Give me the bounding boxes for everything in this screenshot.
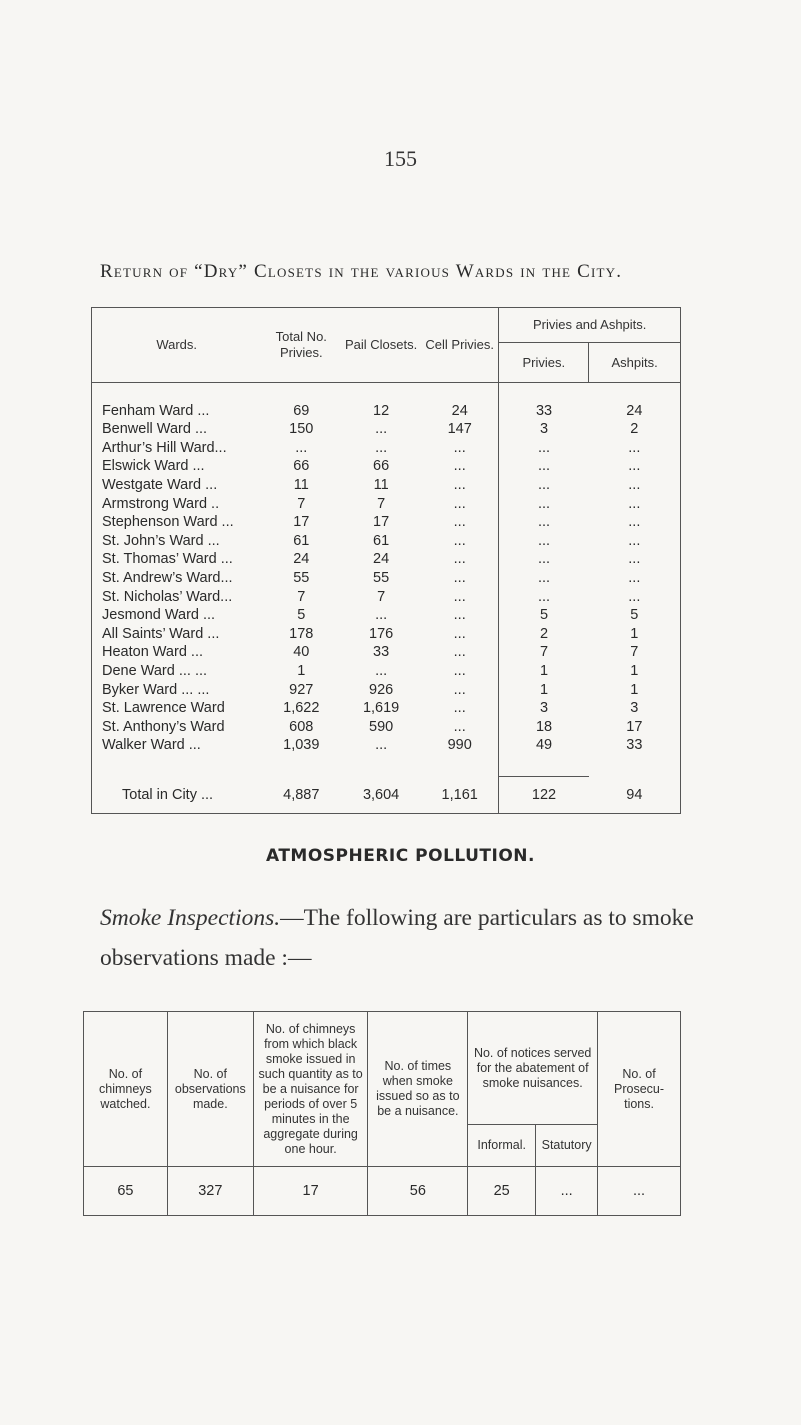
total-cell: 1,161 [421, 777, 499, 814]
total-privies-cell: 66 [293, 458, 310, 475]
dry-closets-table [91, 307, 681, 814]
ashpits-cell: 2 [589, 420, 681, 439]
informal-value: 25 [468, 1167, 536, 1216]
ashpits-cell: ... [589, 495, 681, 514]
table-row [92, 513, 681, 532]
total-privies-cell: 7 [297, 495, 306, 512]
privies-cell: ... [499, 532, 589, 551]
header-informal: Informal. [468, 1125, 536, 1167]
cell-privies-cell: ... [453, 532, 466, 549]
cell-privies-cell: ... [453, 662, 466, 679]
table-row [92, 402, 681, 421]
pail-closets-cell: 66 [373, 458, 390, 475]
table-row [92, 476, 681, 495]
header-black-smoke: No. of chimneys from which black smoke issued in such quantity as to be a nuisance for periods of over 5 minutes in the aggregate during one hour. [253, 1012, 368, 1167]
pail-closets-cell: ... [375, 421, 388, 438]
ward-name: Westgate Ward ... [92, 476, 262, 495]
pail-closets-cell: 33 [373, 644, 390, 661]
total-privies-cell: 5 [297, 607, 306, 624]
header-nuisance-times: No. of times when smoke issued so as to be a nuisance. [368, 1012, 468, 1167]
header-prosecutions: No. of Prosecu- tions. [598, 1012, 681, 1167]
table-row [92, 736, 681, 755]
table-row [92, 569, 681, 588]
pail-closets-cell: ... [375, 607, 388, 624]
total-privies-cell: 7 [297, 588, 306, 605]
cell-privies-cell: 990 [447, 737, 472, 754]
pail-closets-cell: ... [375, 439, 388, 456]
cell-privies-cell: ... [453, 681, 466, 698]
ashpits-cell: ... [589, 457, 681, 476]
privies-cell: 2 [499, 625, 589, 644]
ward-name: Heaton Ward ... [92, 643, 262, 662]
ward-name: Walker Ward ... [92, 736, 262, 755]
cell-privies-cell: ... [453, 700, 466, 717]
smoke-intro-paragraph [100, 898, 720, 978]
cell-privies-cell: ... [453, 458, 466, 475]
privies-cell: 3 [499, 420, 589, 439]
ashpits-cell: ... [589, 569, 681, 588]
header-cell-privies: Cell Privies. [421, 308, 499, 383]
header-total-privies: Total No. Privies. [261, 308, 341, 383]
ward-name: Fenham Ward ... [92, 402, 262, 421]
cell-privies-cell: ... [453, 607, 466, 624]
ashpits-cell: ... [589, 439, 681, 458]
total-privies-cell: 40 [293, 644, 310, 661]
ashpits-cell: 5 [589, 606, 681, 625]
privies-cell: ... [499, 513, 589, 532]
header-chimneys-watched: No. of chimneys watched. [84, 1012, 168, 1167]
pail-closets-cell: 590 [369, 718, 394, 735]
privies-cell: ... [499, 569, 589, 588]
header-privies: Privies. [499, 343, 589, 383]
privies-cell: 3 [499, 699, 589, 718]
total-privies-cell: 55 [293, 569, 310, 586]
header-wards: Wards. [92, 308, 262, 383]
total-privies-cell: 11 [293, 476, 309, 493]
table-row [92, 532, 681, 551]
pail-closets-cell: 176 [369, 625, 394, 642]
ward-name: Elswick Ward ... [92, 457, 262, 476]
total-privies-cell: 17 [293, 514, 310, 531]
total-privies-cell: 69 [293, 402, 310, 419]
observations-value: 327 [167, 1167, 253, 1216]
total-privies-cell: 927 [289, 681, 314, 698]
ward-name: St. Nicholas’ Ward... [92, 588, 262, 607]
smoke-inspections-label: Smoke Inspections. [100, 905, 281, 931]
ashpits-cell: 33 [589, 736, 681, 755]
pail-closets-cell: 24 [373, 551, 390, 568]
privies-cell: 1 [499, 662, 589, 681]
chimneys-watched-value: 65 [84, 1167, 168, 1216]
page-number: 155 [384, 146, 417, 171]
pail-closets-cell: 55 [373, 569, 390, 586]
cell-privies-cell: ... [453, 625, 466, 642]
privies-cell: 7 [499, 643, 589, 662]
cell-privies-cell: ... [453, 476, 466, 493]
cell-privies-cell: ... [453, 718, 466, 735]
black-smoke-value: 17 [253, 1167, 368, 1216]
total-privies-cell: 1,039 [283, 737, 320, 754]
ashpits-cell: 1 [589, 681, 681, 700]
ashpits-cell: ... [589, 513, 681, 532]
privies-cell: ... [499, 588, 589, 607]
pail-closets-cell: 7 [377, 588, 386, 605]
table-row [92, 718, 681, 737]
header-observations-made: No. of observations made. [167, 1012, 253, 1167]
ward-name: Benwell Ward ... [92, 420, 262, 439]
ashpits-cell: 24 [589, 402, 681, 421]
total-pail: 3,604 [341, 777, 421, 814]
header-pail-closets: Pail Closets. [341, 308, 421, 383]
statutory-value: ... [536, 1167, 598, 1216]
privies-cell: ... [499, 457, 589, 476]
privies-cell: ... [499, 476, 589, 495]
privies-cell: 49 [499, 736, 589, 755]
ashpits-cell: ... [589, 476, 681, 495]
table-row [92, 699, 681, 718]
ashpits-cell: 3 [589, 699, 681, 718]
privies-cell: ... [499, 495, 589, 514]
pail-closets-cell: 12 [373, 402, 390, 419]
table-row [92, 439, 681, 458]
total-row [92, 777, 681, 814]
table-row [92, 662, 681, 681]
nuisance-times-value: 56 [368, 1167, 468, 1216]
header-statutory: Statutory [536, 1125, 598, 1167]
ward-name: St. John’s Ward ... [92, 532, 262, 551]
total-privies-cell: 61 [293, 532, 310, 549]
pail-closets-cell: ... [375, 662, 388, 679]
cell-privies-cell: ... [453, 551, 466, 568]
table-row [92, 606, 681, 625]
cell-privies-cell: ... [453, 514, 466, 531]
privies-cell: 1 [499, 681, 589, 700]
smoke-observations-table [83, 1011, 681, 1216]
cell-privies-cell: ... [453, 644, 466, 661]
total-privies-cell: ... [295, 439, 308, 456]
ward-name: Stephenson Ward ... [92, 513, 262, 532]
pail-closets-cell: 17 [373, 514, 390, 531]
ashpits-cell: ... [589, 550, 681, 569]
ward-name: Armstrong Ward .. [92, 495, 262, 514]
return-table-title: Return of “Dry” Closets in the various Wards in the City. [100, 261, 623, 282]
table-row [92, 643, 681, 662]
ashpits-cell: 17 [589, 718, 681, 737]
pail-closets-cell: 926 [369, 681, 394, 698]
table-row [92, 681, 681, 700]
cell-privies-cell: ... [453, 588, 466, 605]
total-privies: 4,887 [261, 777, 341, 814]
prosecutions-value: ... [598, 1167, 681, 1216]
total-privies-cell: 608 [289, 718, 314, 735]
ashpits-cell: ... [589, 588, 681, 607]
header-privies-and-ashpits: Privies and Ashpits. [499, 308, 681, 343]
ashpits-cell: 1 [589, 625, 681, 644]
atmospheric-pollution-heading: ATMOSPHERIC POLLUTION. [266, 846, 535, 866]
ward-name: St. Anthony’s Ward [92, 718, 262, 737]
total-privies-sub: 122 [499, 777, 589, 814]
privies-cell: 18 [499, 718, 589, 737]
cell-privies-cell: ... [453, 439, 466, 456]
ward-name: Jesmond Ward ... [92, 606, 262, 625]
total-ashpits: 94 [589, 777, 681, 814]
ward-name: St. Andrew’s Ward... [92, 569, 262, 588]
pail-closets-cell: 11 [373, 476, 389, 493]
header-notices-served: No. of notices served for the abatement of smoke nuisances. [468, 1012, 598, 1125]
ward-name: Arthur’s Hill Ward... [92, 439, 262, 458]
table-row [92, 420, 681, 439]
pail-closets-cell: 1,619 [362, 700, 400, 717]
cell-privies-cell: ... [453, 495, 466, 512]
ashpits-cell: 7 [589, 643, 681, 662]
ward-name: All Saints’ Ward ... [92, 625, 262, 644]
ashpits-cell: ... [589, 532, 681, 551]
ward-name: Dene Ward ... ... [92, 662, 262, 681]
pail-closets-cell: 61 [373, 532, 390, 549]
total-label: Total in City ... [92, 777, 262, 814]
privies-cell: 5 [499, 606, 589, 625]
total-privies-cell: 178 [289, 625, 314, 642]
total-privies-cell: 24 [293, 551, 310, 568]
smoke-intro-text: —The following are particulars as to smoke observations made :— [100, 905, 694, 971]
table-row [92, 495, 681, 514]
ward-name: St. Thomas’ Ward ... [92, 550, 262, 569]
ashpits-cell: 1 [589, 662, 681, 681]
total-privies-cell: 1,622 [283, 700, 320, 717]
smoke-data-row [84, 1167, 681, 1216]
total-privies-cell: 150 [289, 421, 314, 438]
table-row [92, 550, 681, 569]
ward-name: Byker Ward ... ... [92, 681, 262, 700]
table-row [92, 457, 681, 476]
privies-cell: ... [499, 439, 589, 458]
pail-closets-cell: ... [375, 737, 388, 754]
cell-privies-cell: 24 [451, 402, 468, 419]
privies-cell: 33 [499, 402, 589, 421]
ward-name: St. Lawrence Ward [92, 699, 262, 718]
table-row [92, 588, 681, 607]
header-ashpits: Ashpits. [589, 343, 681, 383]
cell-privies-cell: ... [453, 569, 466, 586]
cell-privies-cell: 147 [447, 421, 472, 438]
total-privies-cell: 1 [297, 662, 306, 679]
privies-cell: ... [499, 550, 589, 569]
table-row [92, 625, 681, 644]
pail-closets-cell: 7 [377, 495, 386, 512]
